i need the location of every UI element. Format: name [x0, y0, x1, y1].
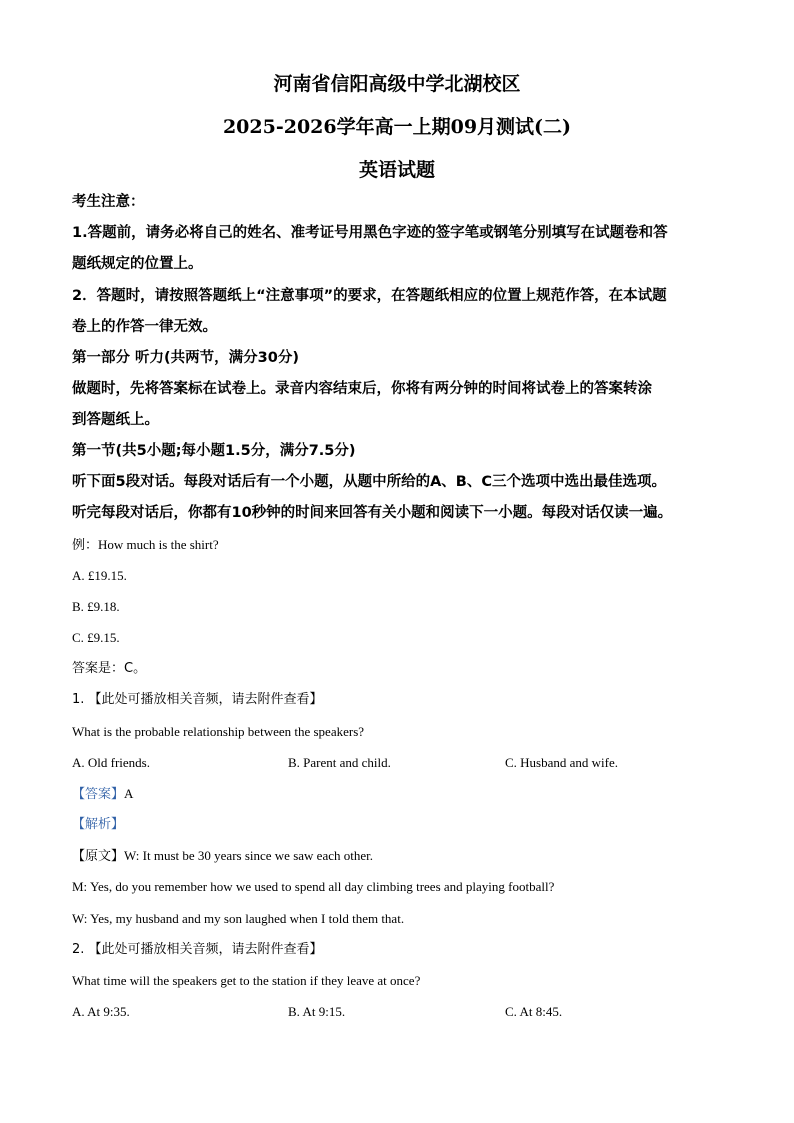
q2-audio-note[interactable]: 2. 【此处可播放相关音频，请去附件查看】	[72, 942, 323, 957]
example-option-a: A. £19.15.	[72, 568, 127, 583]
q1-transcript-line-2: M: Yes, do you remember how we used to spend all day climbing trees and playing football?	[72, 879, 555, 894]
q1-transcript-line-1-text: W: It must be 30 years since we saw each other.	[124, 848, 373, 863]
section1-instruction-line-1: 听下面5段对话。每段对话后有一个小题，从题中所给的A、B、C三个选项中选出最佳选项。	[72, 474, 667, 490]
example-option-c: C. £9.15.	[72, 630, 120, 645]
example-answer: 答案是：C。	[72, 661, 147, 676]
q2-option-c: C. At 8:45.	[505, 1004, 563, 1019]
example-question-text: How much is the shirt?	[98, 537, 219, 552]
notice-heading: 考生注意：	[72, 194, 145, 210]
part1-heading: 第一部分 听力(共两节，满分30分)	[72, 350, 299, 366]
part1-instruction-line-2: 到答题纸上。	[72, 412, 159, 428]
q2-option-a: A. At 9:35.	[72, 1004, 130, 1019]
notice-item-1-line-1: 1.答题前，请务必将自己的姓名、准考证号用黑色字迹的签字笔或钢笔分别填写在试题卷和答	[72, 225, 668, 241]
section1-instruction-line-2: 听完每段对话后，你都有10秒钟的时间来回答有关小题和阅读下一小题。每段对话仅读一遍。	[72, 505, 673, 521]
q1-transcript-line-3: W: Yes, my husband and my son laughed when I told them that.	[72, 911, 405, 926]
q1-transcript-line-1	[72, 846, 724, 867]
q1-audio-note[interactable]: 1. 【此处可播放相关音频，请去附件查看】	[72, 692, 323, 707]
example-question	[72, 535, 724, 556]
q1-answer-value: A	[124, 786, 134, 801]
q1-option-c: C. Husband and wife.	[505, 755, 619, 770]
notice-item-1-line-2: 题纸规定的位置上。	[72, 256, 203, 272]
q1-question: What is the probable relationship between the speakers?	[72, 724, 365, 739]
example-prefix: 例：	[72, 538, 99, 553]
notice-item-2-line-2: 卷上的作答一律无效。	[72, 319, 217, 335]
exam-title: 2025-2026学年高一上期09月测试(二)	[222, 116, 572, 138]
q1-answer	[72, 784, 724, 805]
q1-answer-label: 【答案】	[72, 787, 125, 802]
q1-original-label: 【原文】	[72, 849, 125, 864]
q1-analysis-label: 【解析】	[72, 817, 125, 832]
q1-option-a: A. Old friends.	[72, 755, 150, 770]
q1-option-b: B. Parent and child.	[288, 755, 391, 770]
school-title: 河南省信阳高级中学北湖校区	[273, 73, 521, 95]
subject-title: 英语试题	[358, 159, 435, 181]
example-option-b: B. £9.18.	[72, 599, 120, 614]
part1-instruction-line-1: 做题时，先将答案标在试卷上。录音内容结束后，你将有两分钟的时间将试卷上的答案转涂	[72, 381, 652, 397]
q2-option-b: B. At 9:15.	[288, 1004, 346, 1019]
q2-question: What time will the speakers get to the station if they leave at once?	[72, 973, 421, 988]
section1-heading: 第一节(共5小题;每小题1.5分，满分7.5分)	[72, 443, 356, 459]
notice-item-2-line-1: 2．答题时，请按照答题纸上“注意事项”的要求，在答题纸相应的位置上规范作答，在本试题	[72, 288, 667, 304]
